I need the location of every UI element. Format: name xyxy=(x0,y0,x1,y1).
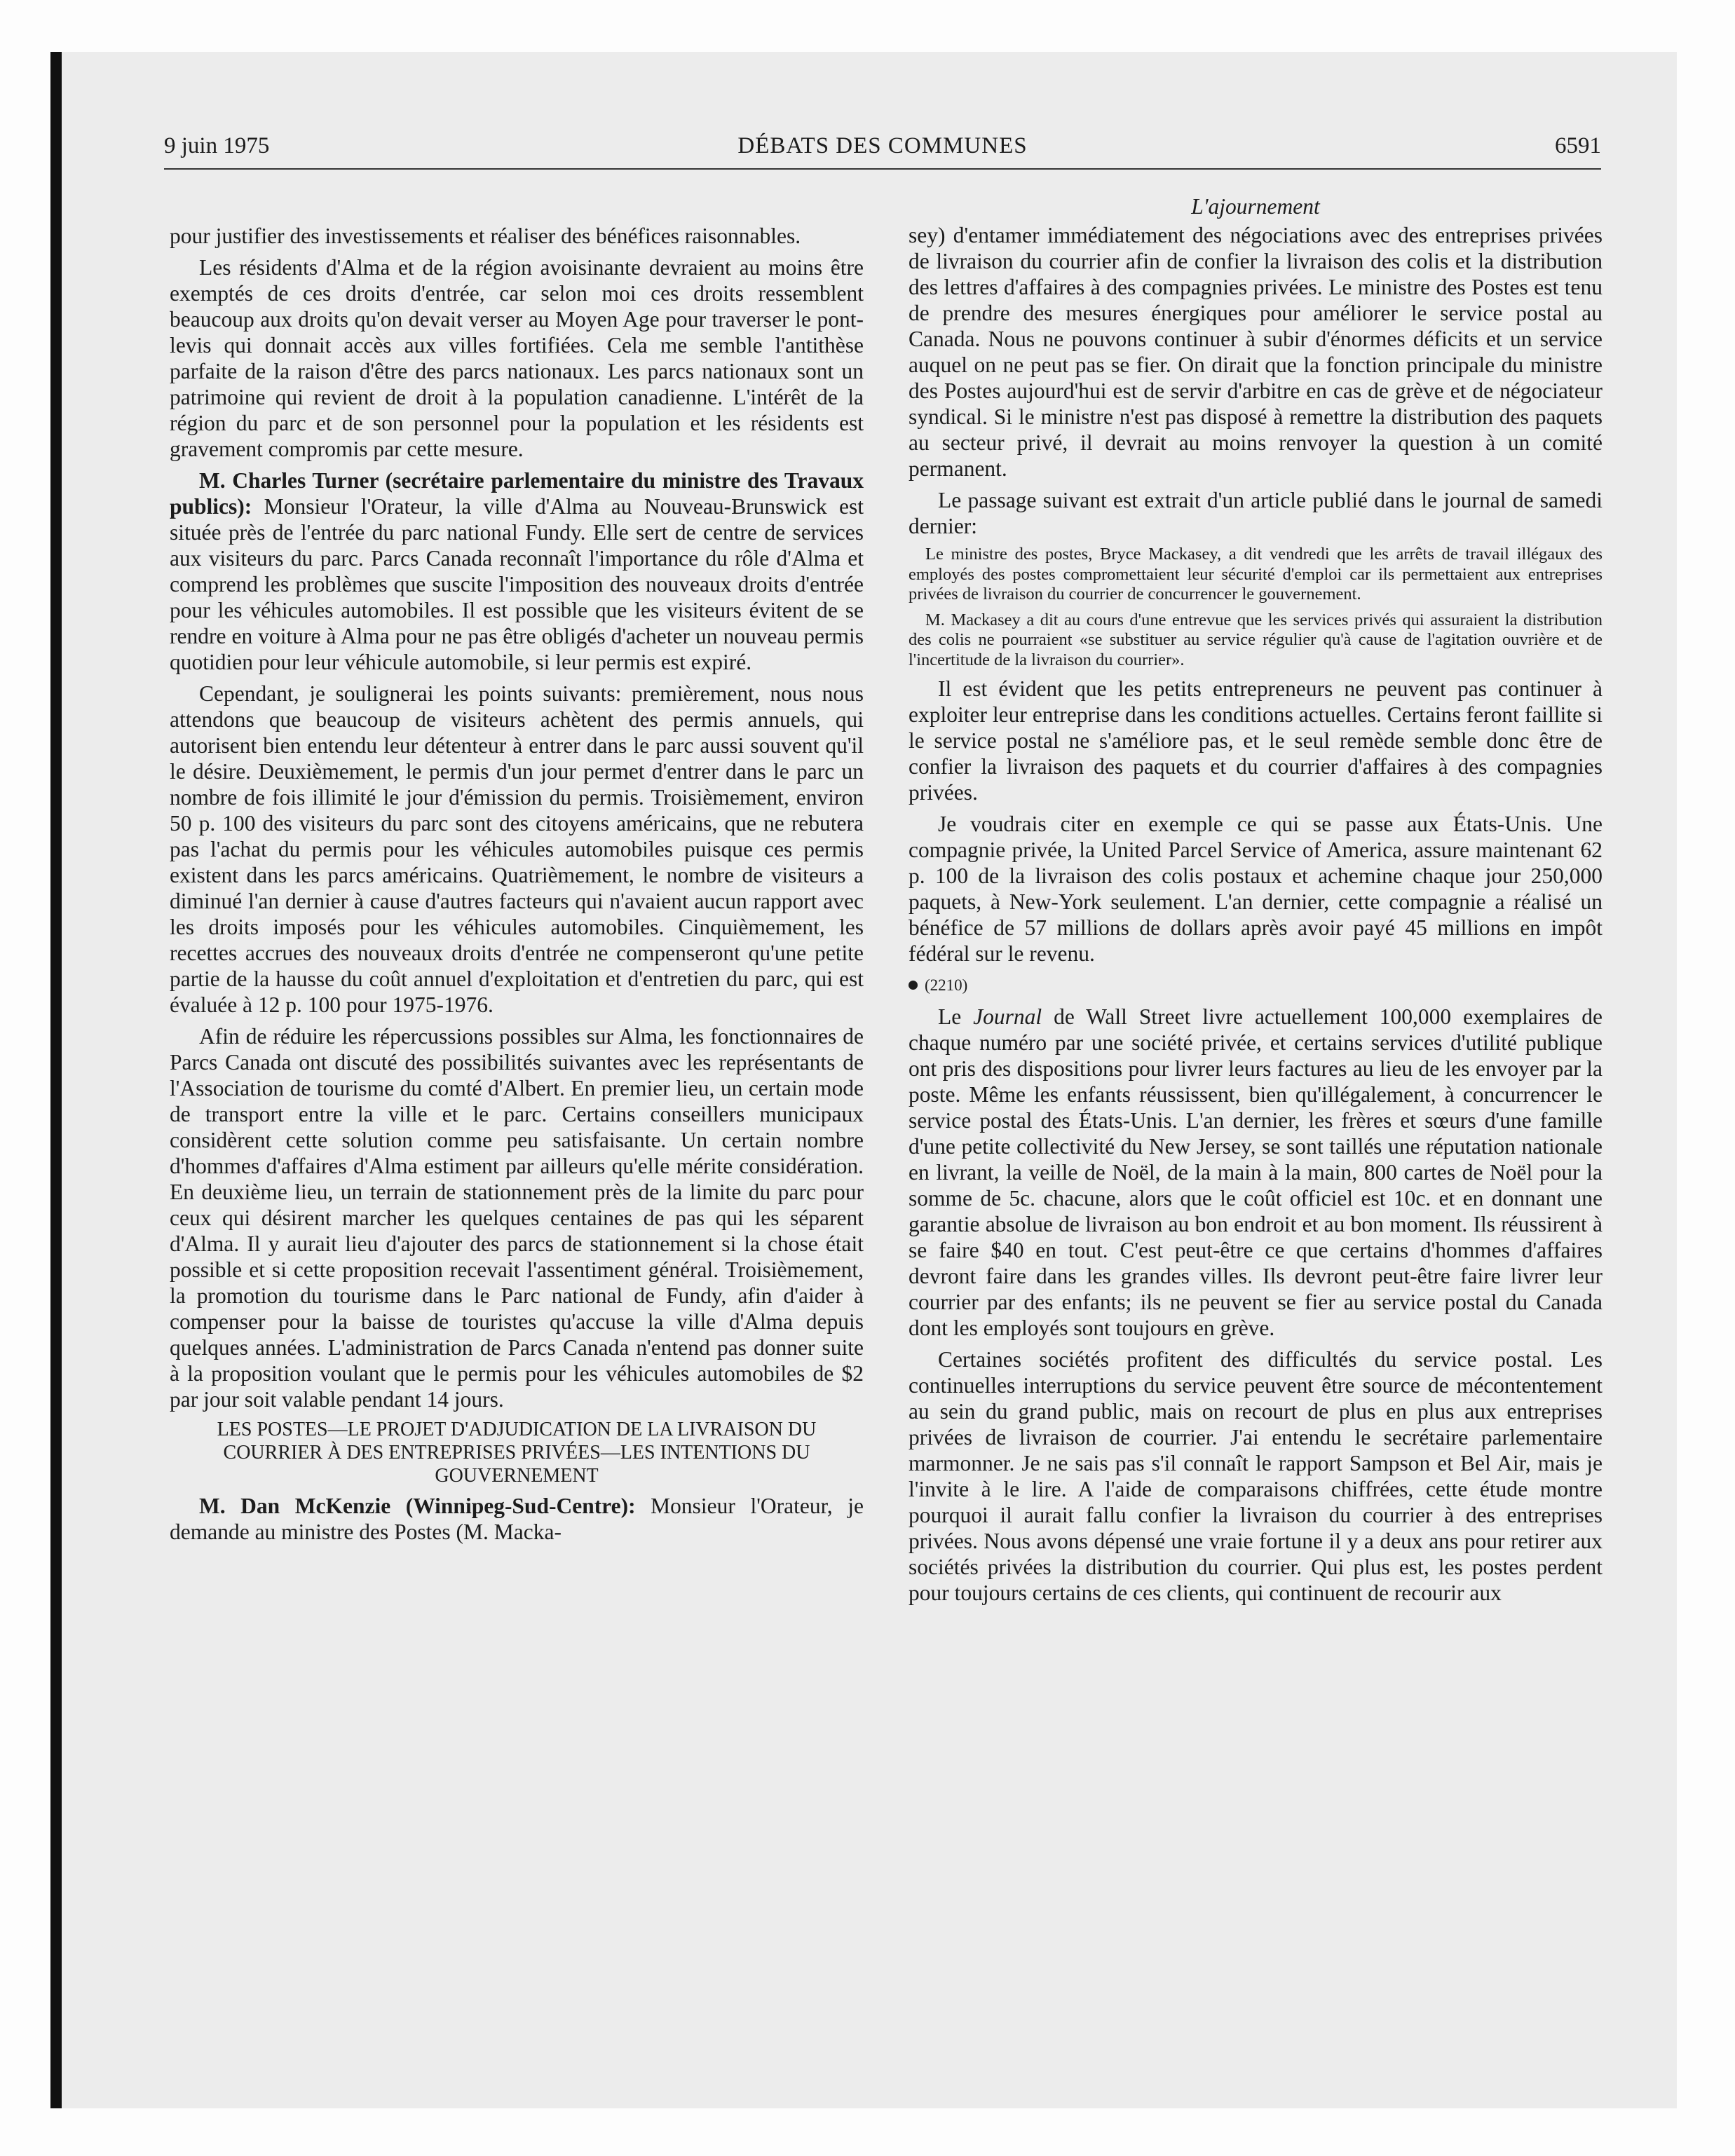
running-head: L'ajournement xyxy=(1191,194,1320,219)
paragraph-text: Le xyxy=(938,1004,974,1029)
paragraph: pour justifier des investissements et réaliser des bénéfices raisonnables. xyxy=(170,224,801,248)
header-title: DÉBATS DES COMMUNES xyxy=(737,133,1028,158)
paragraph-text: de Wall Street livre actuellement 100,000 exemplaires de chaque numéro par une société privée, et certains services d'utilité publique ont pris des dispositions pour livrer leurs factures au lieu de les envoyer par la poste. Même les enfants réussissent, bien qu'illégalement, à concurrencer le service postal des États-Unis. L'an dernier, les frères et sœurs d'une famille d'une petite collectivité du New Jersey, se sont taillés une réputation nationale en livrant, la veille de Noël, de la main à la main, 800 cartes de Noël pour la somme de 5c. chacune, alors que le coût officiel est 10c. et en donnant une garantie absolue de livraison au bon endroit et au bon moment. Ils réussirent à se faire $40 en tout. C'est peut-être ce que certains d'hommes d'affaires devront faire dans les grandes villes. Ils devront peut-être faire livrer leur courrier par des enfants; ils ne peuvent se fier au service postal du Canada dont les employés sont toujours en grève. xyxy=(909,1004,1603,1340)
quotation: Le ministre des postes, Bryce Mackasey, a dit vendredi que les arrêts de travail illégaux des employés des postes compromettaient leur sécurité d'emploi car ils permettaient aux entreprises privées de livraison du courrier de concurrencer le gouvernement. xyxy=(909,545,1603,603)
time-marker xyxy=(909,972,1603,998)
speech-paragraph xyxy=(170,468,864,675)
left-column xyxy=(170,223,864,1550)
speaker-name: M. Dan McKenzie (Winnipeg-Sud-Centre): xyxy=(199,1494,636,1518)
paragraph: Afin de réduire les répercussions possibles sur Alma, les fonctionnaires de Parcs Canada ont discuté des possibilités suivantes avec les représentants de l'Association de tourisme du comté d'Albert. En premier lieu, un certain mode de transport entre la ville et le parc. Certains conseillers municipaux considèrent cette solution comme peu satisfaisante. Un certain nombre d'hommes d'affaires d'Alma estiment par ailleurs qu'elle mérite considération. En deuxième lieu, un terrain de stationnement près de la limite du parc pour ceux qui désirent marcher les quelques centaines de pas qui les séparent d'Alma. Il y aurait lieu d'ajouter des parcs de stationnement si la chose était possible et si cette proposition recevait l'assentiment général. Troisièmement, la promotion du tourisme dans le Parc national de Fundy, afin d'aider à compenser pour la baisse de touristes qu'accuse la ville d'Alma depuis quelques années. L'administration de Parcs Canada n'entend pas donner suite à la proposition voulant que le permis pour les véhicules automobiles de $2 par jour soit valable pendant 14 jours. xyxy=(170,1024,864,1412)
scan-edge-shadow xyxy=(50,52,62,2108)
paragraph: Il est évident que les petits entrepreneurs ne peuvent pas continuer à exploiter leur entreprise dans les conditions actuelles. Certains feront faillite si le service postal ne s'améliore pas, et le seul remède semble donc être de confier la livraison des paquets et du courrier d'affaires à des compagnies privées. xyxy=(909,676,1603,805)
paragraph: Le passage suivant est extrait d'un article publié dans le journal de samedi dernier: xyxy=(909,488,1603,538)
bullet-icon xyxy=(909,981,918,990)
paragraph: Les résidents d'Alma et de la région avoisinante devraient au moins être exemptés de ces droits d'entrée, car selon moi ces droits ressemblent beaucoup aux droits qu'on devait verser au Moyen Age pour traverser le pont-levis qui donnait accès aux villes fortifiées. Cela me semble l'antithèse parfaite de la raison d'être des parcs nationaux. Les parcs nationaux sont un patrimoine qui revient de droit à la population canadienne. L'intérêt de la région du parc et de son personnel pour la population et les résidents est gravement compromis par cette mesure. xyxy=(170,255,864,461)
speaker-name: M. Charles Turner (secrétaire parlementaire du ministre des Travaux publics): xyxy=(170,468,864,519)
section-title: LES POSTES—LE PROJET D'ADJUDICATION DE LA LIVRAISON DU COURRIER À DES ENTREPRISES PRIVÉES—LES INTENTIONS DU GOUVERNEMENT xyxy=(217,1419,817,1487)
speech-text: Monsieur l'Orateur, je demande au ministre des Postes (M. Macka- xyxy=(170,1494,864,1544)
document-page xyxy=(164,133,1601,2089)
time-marker-text: (2210) xyxy=(925,976,968,994)
page-number: 6591 xyxy=(1555,133,1601,158)
right-column xyxy=(909,193,1603,1611)
speech-text: Monsieur l'Orateur, la ville d'Alma au Nouveau-Brunswick est située près de l'entrée du parc national Fundy. Elle sert de centre de services aux visiteurs du parc. Parcs Canada reconnaît l'importance du rôle d'Alma et comprend les problèmes que suscite l'imposition des nouveaux droits d'entrée pour les véhicules automobiles. Il est possible que les visiteurs évitent de se rendre en voiture à Alma pour ne pas être obligés d'acheter un nouveau permis quotidien pour leur véhicule automobile, si leur permis est expiré. xyxy=(170,494,864,674)
paragraph: sey) d'entamer immédiatement des négociations avec des entreprises privées de livraison du courrier afin de confier la livraison des colis et la distribution des lettres d'affaires à des compagnies privées. Le ministre des Postes est tenu de prendre des mesures énergiques pour améliorer le service postal au Canada. Nous ne pouvons continuer à subir d'énormes déficits et un service auquel on ne peut pas se fier. On dirait que la fonction principale du ministre des Postes aujourd'hui est de servir d'arbitre en cas de grève et de négociateur syndical. Si le ministre n'est pas disposé à remettre la distribution des paquets au secteur privé, il devrait au moins renvoyer la question à un comité permanent. xyxy=(909,223,1603,481)
page-header xyxy=(164,133,1601,165)
paragraph: Cependant, je soulignerai les points suivants: premièrement, nous nous attendons que beaucoup de visiteurs achètent des permis annuels, qui autorisent bien entendu leur détenteur à entrer dans le parc aussi souvent qu'il le désire. Deuxièmement, le permis d'un jour permet d'entrer dans le parc un nombre de fois illimité le jour d'émission du permis. Troisièmement, environ 50 p. 100 des visiteurs du parc sont des citoyens américains, que ne rebutera pas l'achat du permis pour les véhicules automobiles puisque ces permis existent dans les parcs américains. Quatrièmement, le nombre de visiteurs a diminué l'an dernier à cause d'autres facteurs qui n'avaient aucun rapport avec les droits imposés pour les véhicules automobiles. Cinquièmement, les recettes accrues des nouveaux droits d'entrée ne compenseront qu'une petite partie de la hausse du coût annuel d'exploitation et d'entretien du parc, qui est évaluée à 12 p. 100 pour 1975-1976. xyxy=(170,681,864,1017)
paragraph: Certaines sociétés profitent des difficultés du service postal. Les continuelles interruptions du service peuvent être source de mécontentement au sein du grand public, mais on recourt de plus en plus aux entreprises privées de livraison de courrier. J'ai entendu le secrétaire parlementaire marmonner. Je ne sais pas s'il connaît le rapport Sampson et Bel Air, mais je l'invite à le lire. A l'aide de comparaisons chiffrées, cette étude montre pourquoi il aurait fallu confier la livraison du courrier à des entreprises privées. Nous avons dépensé une vraie fortune il y a deux ans pour retirer aux sociétés privées la distribution du courrier. Qui plus est, les postes perdent pour toujours certains de ces clients, qui continuent de recourir aux xyxy=(909,1347,1603,1605)
header-rule xyxy=(164,168,1601,170)
paragraph xyxy=(909,1004,1603,1341)
journal-title: Journal xyxy=(973,1004,1042,1029)
speech-paragraph xyxy=(170,1493,864,1545)
header-date: 9 juin 1975 xyxy=(164,133,270,158)
paragraph: Je voudrais citer en exemple ce qui se passe aux États-Unis. Une compagnie privée, la United Parcel Service of America, assure maintenant 62 p. 100 de la livraison des colis postaux et achemine chaque jour 250,000 paquets, à New-York seulement. L'an dernier, cette compagnie a réalisé un bénéfice de 57 millions de dollars après avoir payé 45 millions en impôt fédéral sur le revenu. xyxy=(909,812,1603,966)
quotation: M. Mackasey a dit au cours d'une entrevue que les services privés qui assuraient la distribution des colis ne pourraient «se substituer au service régulier qu'à cause de l'agitation ouvrière et de l'incertitude de la livraison du courrier». xyxy=(909,610,1603,669)
